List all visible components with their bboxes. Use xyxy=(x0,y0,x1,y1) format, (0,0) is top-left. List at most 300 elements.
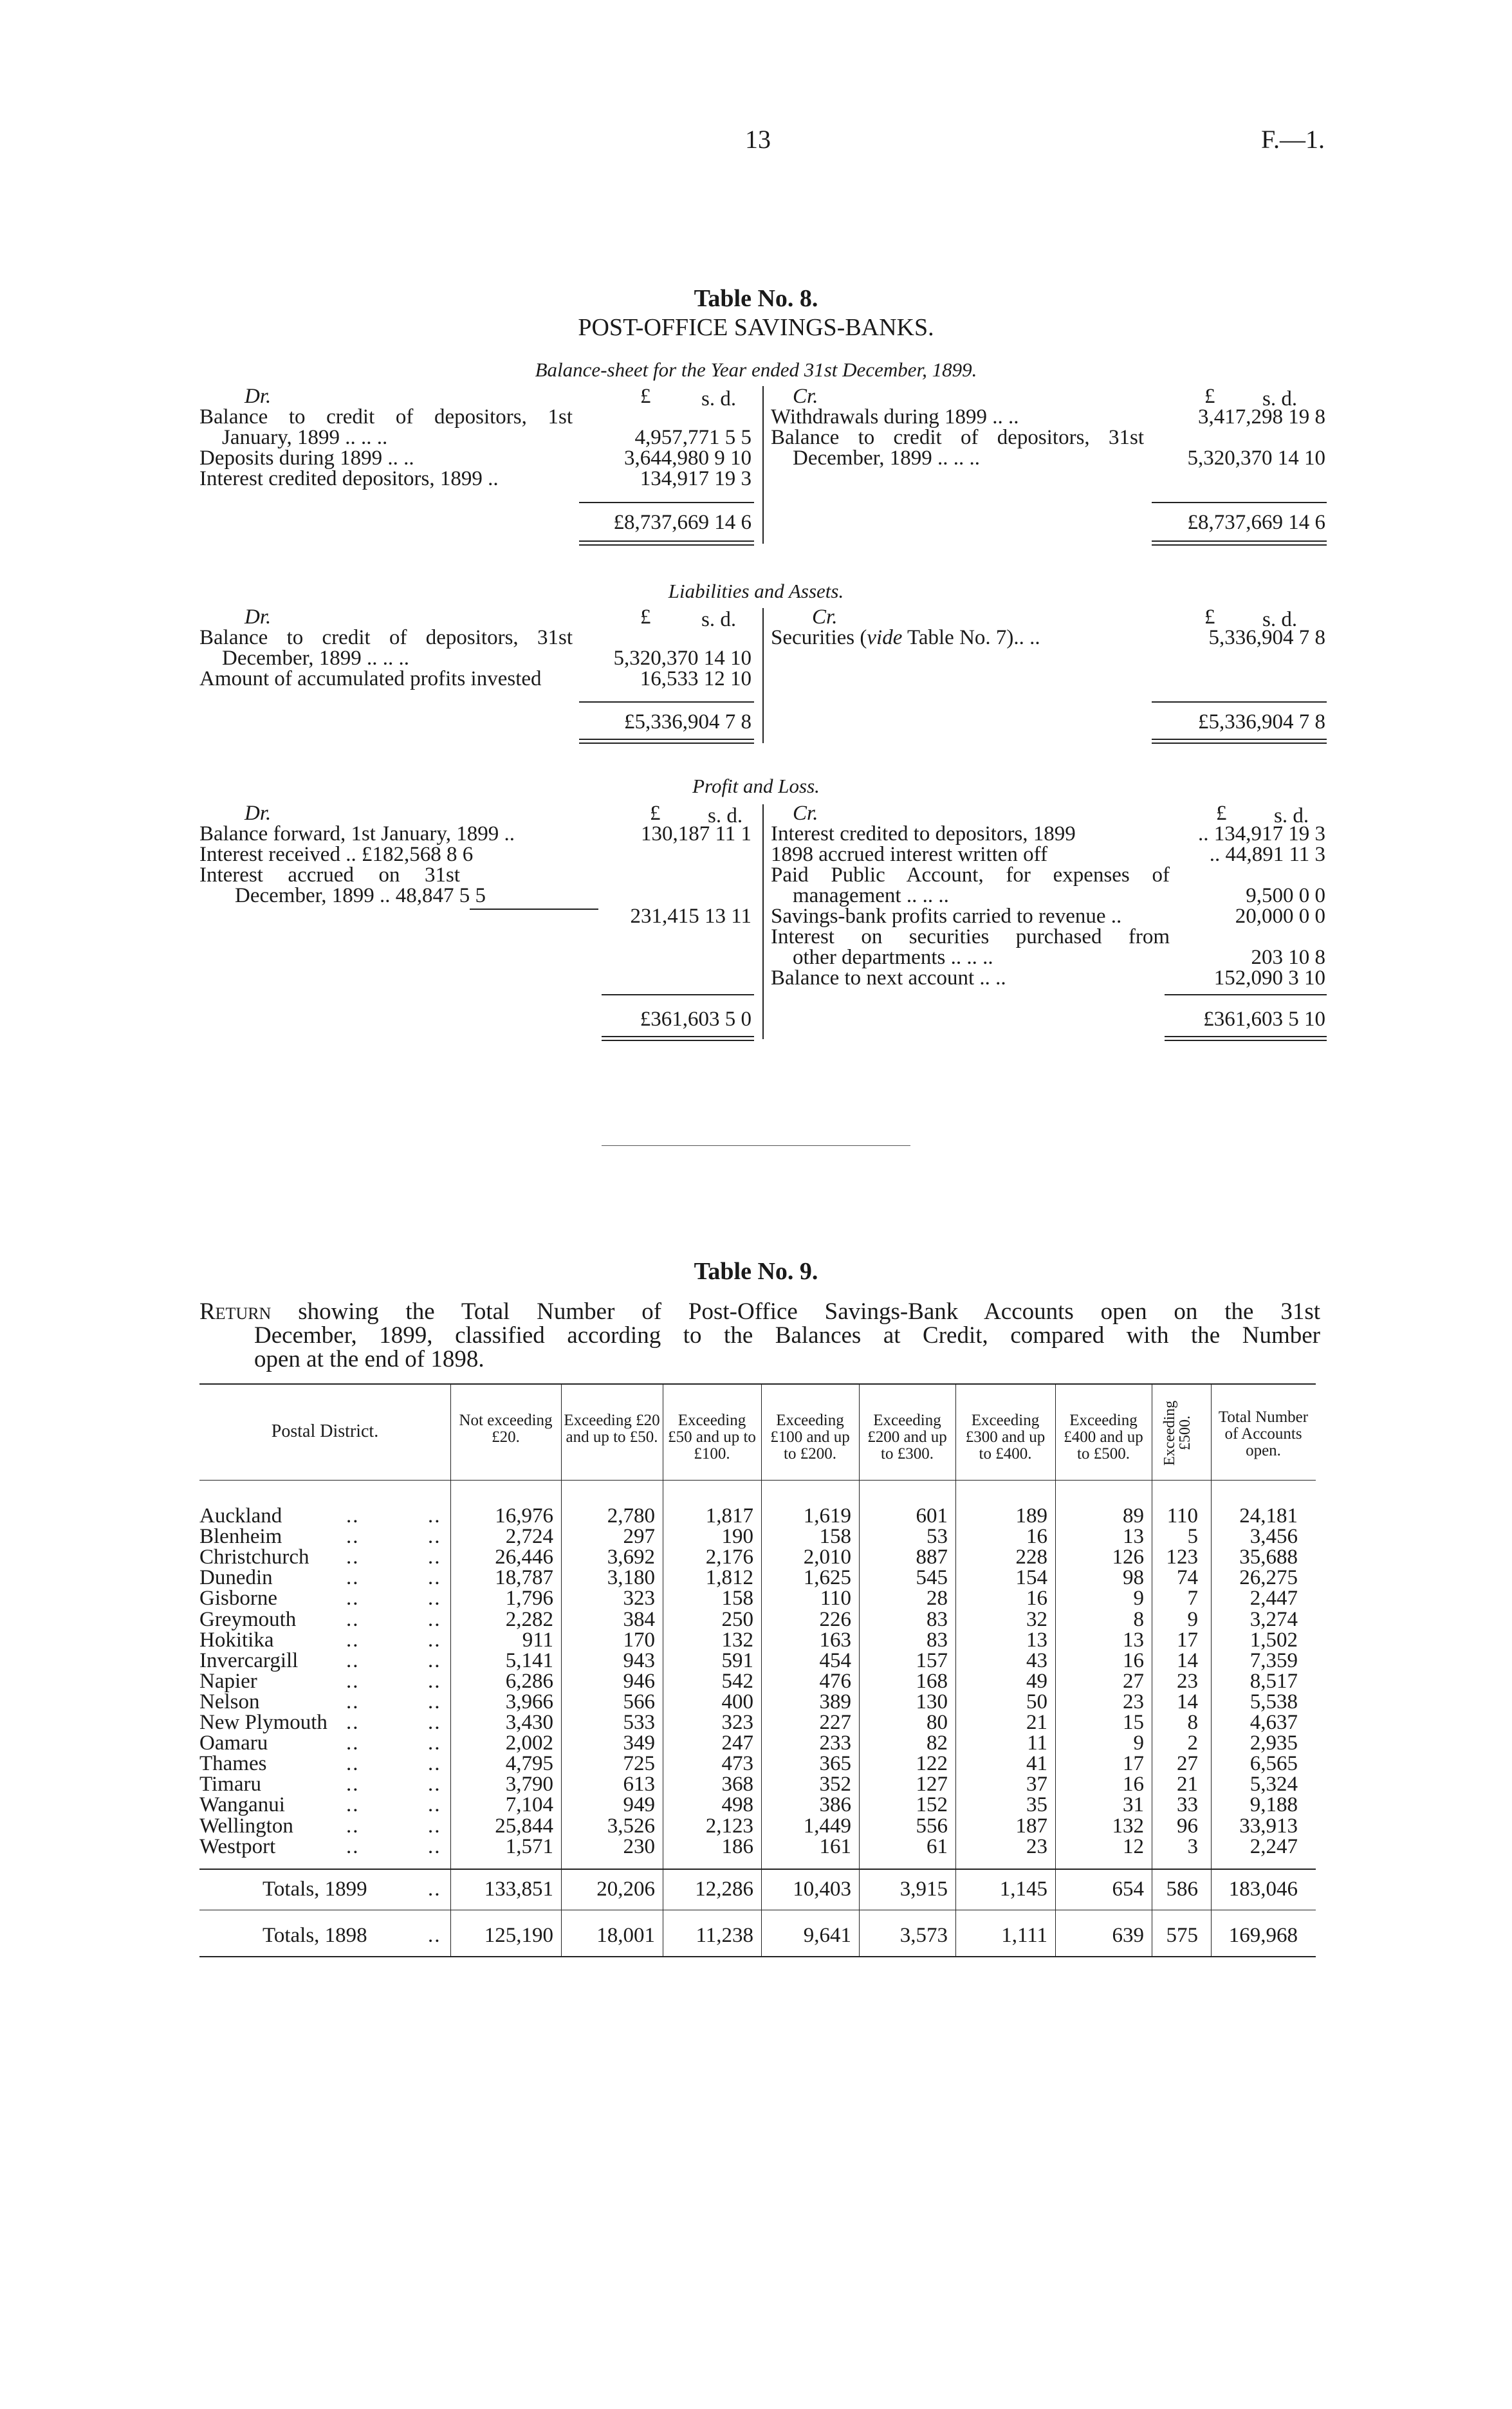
account-count: 654 xyxy=(1112,1878,1144,1901)
account-count: 323 xyxy=(623,1587,655,1611)
account-count: 349 xyxy=(623,1731,655,1755)
leader-dots: .. xyxy=(428,1752,441,1776)
account-count: 542 xyxy=(721,1669,753,1693)
leader-dots: .. xyxy=(346,1793,360,1817)
table8-subtitle: POST-OFFICE SAVINGS-BANKS. xyxy=(578,314,934,341)
account-count: 127 xyxy=(916,1773,948,1796)
sd-label: s. d. xyxy=(1262,608,1298,631)
account-count: 50 xyxy=(1026,1690,1047,1713)
account-count: 28 xyxy=(927,1587,948,1611)
account-count: 1,502 xyxy=(1249,1628,1298,1652)
totals-row xyxy=(0,1879,1512,1900)
dr-label: Dr. xyxy=(244,605,272,629)
pl-right-line: Balance to next account .. .. xyxy=(771,966,1006,990)
column-header: Exceeding £200 and up to £300. xyxy=(867,1412,947,1463)
leader-dots: .. xyxy=(428,1566,441,1590)
bs-left-line: January, 1899 .. .. .. xyxy=(222,426,388,449)
column-header: Total Number of Accounts open. xyxy=(1218,1408,1309,1459)
account-count: 2,935 xyxy=(1249,1731,1298,1755)
leader-dots: .. xyxy=(346,1711,360,1734)
table-row xyxy=(0,1526,1512,1547)
account-count: 161 xyxy=(819,1834,851,1858)
account-count: 183,046 xyxy=(1228,1878,1298,1901)
pl-right-line: Interest credited to depositors, 1899 xyxy=(771,822,1076,845)
cr-label: Cr. xyxy=(793,385,818,408)
account-count: 154 xyxy=(1015,1566,1047,1590)
account-count: 158 xyxy=(819,1525,851,1549)
la-left-line: Balance to credit of depositors, 31st xyxy=(199,626,573,649)
account-count: 43 xyxy=(1026,1648,1047,1672)
account-count: 5,141 xyxy=(505,1648,553,1672)
account-count: 61 xyxy=(927,1834,948,1858)
account-count: 21 xyxy=(1177,1773,1198,1796)
account-count: 132 xyxy=(1112,1814,1144,1838)
leader-dots: .. xyxy=(428,1711,441,1734)
account-count: 16,976 xyxy=(495,1504,553,1528)
pl-right-total: £361,603 5 10 xyxy=(1203,1008,1325,1031)
account-count: 323 xyxy=(721,1711,753,1734)
bs-right-total: £8,737,669 14 6 xyxy=(1187,511,1325,534)
account-count: 37 xyxy=(1026,1773,1047,1796)
account-count: 2 xyxy=(1187,1731,1198,1755)
district-name: New Plymouth xyxy=(199,1711,327,1734)
account-count: 3,180 xyxy=(607,1566,655,1590)
account-count: 2,010 xyxy=(803,1546,851,1569)
account-count: 10,403 xyxy=(793,1878,851,1901)
district-name: Christchurch xyxy=(199,1546,309,1569)
account-count: 2,247 xyxy=(1249,1834,1298,1858)
account-count: 158 xyxy=(721,1587,753,1611)
district-name: Westport xyxy=(199,1834,276,1858)
leader-dots: .. xyxy=(346,1648,360,1672)
account-count: 96 xyxy=(1177,1814,1198,1838)
table9-intro-line3: open at the end of 1898. xyxy=(254,1346,484,1372)
account-count: 8,517 xyxy=(1249,1669,1298,1693)
account-count: 943 xyxy=(623,1648,655,1672)
balance-sheet-heading: Balance-sheet for the Year ended 31st December, 1899. xyxy=(535,358,977,381)
account-count: 74 xyxy=(1177,1566,1198,1590)
account-count: 26,446 xyxy=(495,1546,553,1569)
sd-label: s. d. xyxy=(701,387,737,411)
account-count: 23 xyxy=(1123,1690,1144,1713)
account-count: 187 xyxy=(1015,1814,1047,1838)
account-count: 132 xyxy=(721,1628,753,1652)
leader-dots: .. xyxy=(346,1834,360,1858)
table-row xyxy=(0,1567,1512,1589)
account-count: 949 xyxy=(623,1793,655,1817)
table-row xyxy=(0,1774,1512,1795)
account-count: 3,790 xyxy=(505,1773,553,1796)
leader-dots: .. xyxy=(428,1731,441,1755)
pl-right-value: 152,090 3 10 xyxy=(1213,966,1325,990)
district-name: Gisborne xyxy=(199,1587,277,1611)
account-count: 8 xyxy=(1133,1607,1144,1631)
account-count: 33 xyxy=(1177,1793,1198,1817)
account-count: 639 xyxy=(1112,1924,1144,1947)
account-count: 389 xyxy=(819,1690,851,1713)
account-count: 247 xyxy=(721,1731,753,1755)
account-count: 98 xyxy=(1123,1566,1144,1590)
district-name: Wellington xyxy=(199,1814,293,1838)
bs-left-line: Deposits during 1899 .. .. xyxy=(199,447,414,470)
account-count: 297 xyxy=(623,1525,655,1549)
account-count: 250 xyxy=(721,1607,753,1631)
leader-dots: .. xyxy=(346,1752,360,1776)
account-count: 130 xyxy=(916,1690,948,1713)
pl-right-line: management .. .. .. xyxy=(793,884,949,907)
table-row xyxy=(0,1588,1512,1609)
account-count: 13 xyxy=(1123,1628,1144,1652)
leader-dots: .. xyxy=(346,1504,360,1528)
account-count: 228 xyxy=(1015,1546,1047,1569)
table8-title: Table No. 8. xyxy=(694,285,818,312)
dr-label: Dr. xyxy=(244,385,272,408)
account-count: 1,796 xyxy=(505,1587,553,1611)
la-left-line: December, 1899 .. .. .. xyxy=(222,647,410,670)
profit-loss-heading: Profit and Loss. xyxy=(692,775,820,797)
account-count: 17 xyxy=(1123,1752,1144,1776)
bs-right-value: 5,320,370 14 10 xyxy=(1187,447,1325,470)
leader-dots: .. xyxy=(346,1773,360,1796)
account-count: 3,430 xyxy=(505,1711,553,1734)
account-count: 53 xyxy=(927,1525,948,1549)
section-divider xyxy=(602,1145,910,1146)
account-count: 8 xyxy=(1187,1711,1198,1734)
column-header: Not exceeding £20. xyxy=(459,1412,553,1446)
account-count: 80 xyxy=(927,1711,948,1734)
account-count: 31 xyxy=(1123,1793,1144,1817)
leader-dots: .. xyxy=(346,1607,360,1631)
totals-row xyxy=(0,1925,1512,1946)
account-count: 1,625 xyxy=(803,1566,851,1590)
account-count: 1,619 xyxy=(803,1504,851,1528)
bs-left-line: Interest credited depositors, 1899 .. xyxy=(199,467,499,490)
leader-dots: .. xyxy=(428,1525,441,1549)
account-count: 9 xyxy=(1187,1607,1198,1631)
leader-dots: .. xyxy=(346,1669,360,1693)
la-left-value: 16,533 12 10 xyxy=(640,667,751,690)
account-count: 3,966 xyxy=(505,1690,553,1713)
account-count: 400 xyxy=(721,1690,753,1713)
account-count: 7 xyxy=(1187,1587,1198,1611)
account-count: 1,111 xyxy=(1001,1924,1047,1947)
account-count: 6,286 xyxy=(505,1669,553,1693)
account-count: 23 xyxy=(1026,1834,1047,1858)
account-count: 13 xyxy=(1026,1628,1047,1652)
account-count: 25,844 xyxy=(495,1814,553,1838)
account-count: 365 xyxy=(819,1752,851,1776)
district-name: Totals, 1899 xyxy=(263,1878,367,1901)
account-count: 1,817 xyxy=(705,1504,753,1528)
pl-left-line: Interest accrued on 31st xyxy=(199,863,460,887)
leader-dots: .. xyxy=(428,1607,441,1631)
account-count: 16 xyxy=(1026,1525,1047,1549)
pound-label: £ xyxy=(1204,385,1215,408)
bs-left-line: Balance to credit of depositors, 1st xyxy=(199,405,573,429)
pl-right-line: Paid Public Account, for expenses of xyxy=(771,863,1170,887)
pl-left-value: 231,415 13 11 xyxy=(630,905,751,928)
bs-left-value: 4,957,771 5 5 xyxy=(634,426,751,449)
account-count: 386 xyxy=(819,1793,851,1817)
district-name: Auckland xyxy=(199,1504,282,1528)
leader-dots: .. xyxy=(428,1814,441,1838)
account-count: 2,123 xyxy=(705,1814,753,1838)
account-count: 14 xyxy=(1177,1690,1198,1713)
account-count: 190 xyxy=(721,1525,753,1549)
bs-left-total: £8,737,669 14 6 xyxy=(613,511,751,534)
account-count: 1,449 xyxy=(803,1814,851,1838)
leader-dots: .. xyxy=(428,1504,441,1528)
table-row xyxy=(0,1671,1512,1692)
pound-label: £ xyxy=(640,385,651,408)
account-count: 32 xyxy=(1026,1607,1047,1631)
account-count: 186 xyxy=(721,1834,753,1858)
pl-left-line: December, 1899 .. 48,847 5 5 xyxy=(235,884,486,907)
pl-right-value: .. 44,891 11 3 xyxy=(1209,843,1325,866)
account-count: 41 xyxy=(1026,1752,1047,1776)
account-count: 887 xyxy=(916,1546,948,1569)
leader-dots: .. xyxy=(346,1546,360,1569)
dr-label: Dr. xyxy=(244,802,272,825)
account-count: 601 xyxy=(916,1504,948,1528)
leader-dots: .. xyxy=(428,1834,441,1858)
account-count: 11 xyxy=(1027,1731,1047,1755)
account-count: 18,787 xyxy=(495,1566,553,1590)
account-count: 83 xyxy=(927,1607,948,1631)
account-count: 227 xyxy=(819,1711,851,1734)
account-count: 27 xyxy=(1177,1752,1198,1776)
account-count: 82 xyxy=(927,1731,948,1755)
account-count: 454 xyxy=(819,1648,851,1672)
leader-dots: .. xyxy=(428,1924,441,1947)
la-right-total: £5,336,904 7 8 xyxy=(1198,710,1325,734)
account-count: 1,571 xyxy=(505,1834,553,1858)
account-count: 6,565 xyxy=(1249,1752,1298,1776)
table-row xyxy=(0,1816,1512,1837)
account-count: 12 xyxy=(1123,1834,1144,1858)
account-count: 89 xyxy=(1123,1504,1144,1528)
leader-dots: .. xyxy=(428,1773,441,1796)
la-right-line: Securities (vide Table No. 7).. .. xyxy=(771,626,1040,649)
account-count: 110 xyxy=(820,1587,851,1611)
column-header: Postal District. xyxy=(271,1421,379,1441)
column-header: Exceeding £50 and up to £100. xyxy=(668,1412,756,1463)
account-count: 168 xyxy=(916,1669,948,1693)
leader-dots: .. xyxy=(346,1525,360,1549)
bs-right-line: December, 1899 .. .. .. xyxy=(793,447,981,470)
page-number: 13 xyxy=(745,125,771,154)
pl-right-line: other departments .. .. .. xyxy=(793,946,993,969)
account-count: 476 xyxy=(819,1669,851,1693)
table-row xyxy=(0,1692,1512,1713)
account-count: 7,359 xyxy=(1249,1648,1298,1672)
leader-dots: .. xyxy=(428,1587,441,1611)
account-count: 230 xyxy=(623,1834,655,1858)
column-header: Exceeding £20 and up to £50. xyxy=(564,1412,660,1446)
account-count: 586 xyxy=(1166,1878,1198,1901)
district-name: Thames xyxy=(199,1752,267,1776)
account-count: 163 xyxy=(819,1628,851,1652)
account-count: 384 xyxy=(623,1607,655,1631)
account-count: 123 xyxy=(1166,1546,1198,1569)
district-name: Invercargill xyxy=(199,1648,299,1672)
table-row xyxy=(0,1733,1512,1754)
account-count: 16 xyxy=(1123,1648,1144,1672)
table-row xyxy=(0,1753,1512,1775)
account-count: 2,780 xyxy=(607,1504,655,1528)
leader-dots: .. xyxy=(428,1546,441,1569)
pl-left-value: 130,187 11 1 xyxy=(640,822,751,845)
district-name: Timaru xyxy=(199,1773,261,1796)
account-count: 2,724 xyxy=(505,1525,553,1549)
table-row xyxy=(0,1630,1512,1651)
pl-right-value: 9,500 0 0 xyxy=(1246,884,1325,907)
account-count: 4,795 xyxy=(505,1752,553,1776)
account-count: 9 xyxy=(1133,1587,1144,1611)
pl-right-value: 203 10 8 xyxy=(1251,946,1325,969)
sd-label: s. d. xyxy=(708,804,743,827)
account-count: 5,538 xyxy=(1249,1690,1298,1713)
account-count: 122 xyxy=(916,1752,948,1776)
account-count: 473 xyxy=(721,1752,753,1776)
account-count: 14 xyxy=(1177,1648,1198,1672)
account-count: 33,913 xyxy=(1239,1814,1298,1838)
pound-label: £ xyxy=(1204,605,1215,629)
account-count: 1,145 xyxy=(999,1878,1047,1901)
account-count: 368 xyxy=(721,1773,753,1796)
district-name: Greymouth xyxy=(199,1607,297,1631)
account-count: 152 xyxy=(916,1793,948,1817)
account-count: 352 xyxy=(819,1773,851,1796)
account-count: 498 xyxy=(721,1793,753,1817)
bs-right-line: Balance to credit of depositors, 31st xyxy=(771,426,1144,449)
table-row xyxy=(0,1506,1512,1527)
account-count: 3,915 xyxy=(899,1878,948,1901)
account-count: 2,002 xyxy=(505,1731,553,1755)
la-right-value: 5,336,904 7 8 xyxy=(1208,626,1325,649)
account-count: 1,812 xyxy=(705,1566,753,1590)
table-row xyxy=(0,1712,1512,1733)
leader-dots: .. xyxy=(428,1648,441,1672)
district-name: Hokitika xyxy=(199,1628,274,1652)
table-row xyxy=(0,1836,1512,1858)
leader-dots: .. xyxy=(428,1669,441,1693)
leader-dots: .. xyxy=(346,1814,360,1838)
pl-right-line: Savings-bank profits carried to revenue .. xyxy=(771,905,1122,928)
account-count: 35 xyxy=(1026,1793,1047,1817)
account-count: 26,275 xyxy=(1239,1566,1298,1590)
account-count: 13 xyxy=(1123,1525,1144,1549)
district-name: Nelson xyxy=(199,1690,260,1713)
leader-dots: .. xyxy=(346,1587,360,1611)
account-count: 16 xyxy=(1123,1773,1144,1796)
leader-dots: .. xyxy=(428,1793,441,1817)
account-count: 613 xyxy=(623,1773,655,1796)
pl-right-value: .. 134,917 19 3 xyxy=(1198,822,1325,845)
account-count: 157 xyxy=(916,1648,948,1672)
account-count: 170 xyxy=(623,1628,655,1652)
column-header: Exceeding £500. xyxy=(1161,1400,1194,1466)
account-count: 725 xyxy=(623,1752,655,1776)
district-name: Wanganui xyxy=(199,1793,285,1817)
column-header: Exceeding £100 and up to £200. xyxy=(770,1412,850,1463)
account-count: 20,206 xyxy=(596,1878,655,1901)
account-count: 3 xyxy=(1187,1834,1198,1858)
account-count: 2,176 xyxy=(705,1546,753,1569)
account-count: 133,851 xyxy=(484,1878,553,1901)
leader-dots: .. xyxy=(346,1731,360,1755)
sd-label: s. d. xyxy=(1262,387,1298,411)
la-left-line: Amount of accumulated profits invested xyxy=(199,667,542,690)
table-row xyxy=(0,1795,1512,1816)
account-count: 189 xyxy=(1015,1504,1047,1528)
table9-intro-line1: Return showing the Total Number of Post-Office Savings-Bank Accounts open on the 31st xyxy=(199,1298,1320,1325)
account-count: 4,637 xyxy=(1249,1711,1298,1734)
account-count: 3,526 xyxy=(607,1814,655,1838)
leader-dots: .. xyxy=(346,1566,360,1590)
column-header: Exceeding £400 and up to £500. xyxy=(1064,1412,1143,1463)
leader-dots: .. xyxy=(428,1628,441,1652)
table-row xyxy=(0,1650,1512,1672)
account-count: 5 xyxy=(1187,1525,1198,1549)
pl-left-total: £361,603 5 0 xyxy=(640,1008,751,1031)
account-count: 18,001 xyxy=(596,1924,655,1947)
account-count: 2,447 xyxy=(1249,1587,1298,1611)
account-count: 9,188 xyxy=(1249,1793,1298,1817)
account-count: 35,688 xyxy=(1239,1546,1298,1569)
account-count: 533 xyxy=(623,1711,655,1734)
pound-label: £ xyxy=(1216,802,1227,825)
table-row xyxy=(0,1547,1512,1568)
pl-right-line: 1898 accrued interest written off xyxy=(771,843,1048,866)
sd-label: s. d. xyxy=(701,608,737,631)
cr-label: Cr. xyxy=(793,802,818,825)
account-count: 566 xyxy=(623,1690,655,1713)
leader-dots: .. xyxy=(428,1690,441,1713)
pl-right-line: Interest on securities purchased from xyxy=(771,925,1170,948)
account-count: 3,274 xyxy=(1249,1607,1298,1631)
account-count: 9 xyxy=(1133,1731,1144,1755)
account-count: 24,181 xyxy=(1239,1504,1298,1528)
pl-left-line: Interest received .. £182,568 8 6 xyxy=(199,843,474,866)
account-count: 12,286 xyxy=(695,1878,753,1901)
page-reference: F.—1. xyxy=(1261,125,1325,154)
district-name: Blenheim xyxy=(199,1525,282,1549)
account-count: 3,573 xyxy=(899,1924,948,1947)
district-name: Dunedin xyxy=(199,1566,273,1590)
la-left-total: £5,336,904 7 8 xyxy=(624,710,751,734)
pound-label: £ xyxy=(650,802,661,825)
account-count: 545 xyxy=(916,1566,948,1590)
account-count: 27 xyxy=(1123,1669,1144,1693)
account-count: 3,692 xyxy=(607,1546,655,1569)
sd-label: s. d. xyxy=(1274,804,1309,827)
account-count: 15 xyxy=(1123,1711,1144,1734)
account-count: 3,456 xyxy=(1249,1525,1298,1549)
account-count: 126 xyxy=(1112,1546,1144,1569)
account-count: 575 xyxy=(1166,1924,1198,1947)
leader-dots: .. xyxy=(346,1628,360,1652)
district-name: Totals, 1898 xyxy=(263,1924,367,1947)
la-left-value: 5,320,370 14 10 xyxy=(613,647,751,670)
account-count: 2,282 xyxy=(505,1607,553,1631)
account-count: 911 xyxy=(522,1628,553,1652)
account-count: 11,238 xyxy=(696,1924,753,1947)
account-count: 233 xyxy=(819,1731,851,1755)
account-count: 49 xyxy=(1026,1669,1047,1693)
account-count: 7,104 xyxy=(505,1793,553,1817)
bs-left-value: 134,917 19 3 xyxy=(640,467,751,490)
